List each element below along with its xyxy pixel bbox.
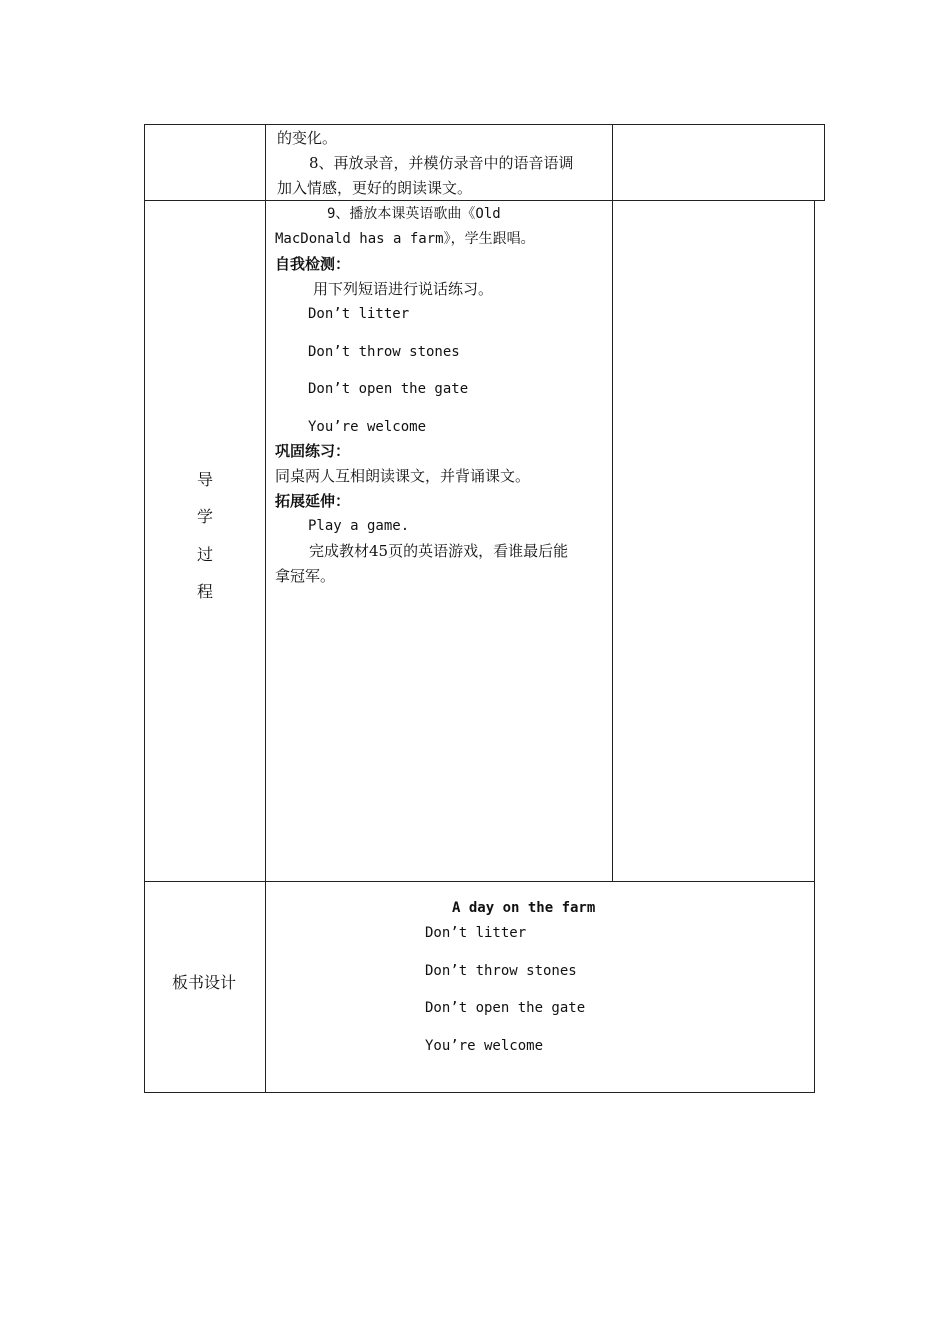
phrase-2: Don’t throw stones — [308, 344, 460, 360]
board-phrase-1: Don’t litter — [425, 925, 527, 941]
border-label-divider — [265, 124, 266, 1093]
consolidate-text: 同桌两人互相朗读课文，并背诵课文。 — [275, 467, 531, 485]
extend-game: Play a game. — [308, 518, 410, 534]
song-line-1: 9、播放本课英语歌曲《Old — [327, 206, 501, 222]
board-phrase-3: Don’t open the gate — [425, 1000, 586, 1016]
board-title: A day on the farm — [452, 900, 596, 916]
extend-heading: 拓展延伸： — [275, 492, 351, 510]
board-phrase-4: You’re welcome — [425, 1038, 544, 1054]
row-top-line3: 加入情感，更好的朗读课文。 — [277, 179, 473, 197]
board-phrase-2: Don’t throw stones — [425, 963, 577, 979]
row-top-line1: 的变化。 — [277, 129, 338, 147]
self-check-heading: 自我检测： — [275, 255, 351, 273]
process-label-char-3: 过 — [197, 545, 214, 564]
border-top — [144, 124, 825, 125]
border-content-divider — [612, 124, 613, 882]
border-right-row1 — [824, 124, 825, 201]
border-bottom — [144, 1092, 815, 1093]
phrase-4: You’re welcome — [308, 419, 427, 435]
phrase-3: Don’t open the gate — [308, 381, 469, 397]
border-row2-bottom — [144, 881, 815, 882]
extend-text-line1: 完成教材45页的英语游戏，看谁最后能 — [309, 542, 569, 560]
border-row1-bottom — [144, 200, 825, 201]
song-line-2: MacDonald has a farm》，学生跟唱。 — [275, 231, 535, 247]
phrase-1: Don’t litter — [308, 306, 410, 322]
board-label: 板书设计 — [172, 973, 237, 992]
extend-text-line2: 拿冠军。 — [275, 567, 336, 585]
border-right — [814, 200, 815, 1093]
process-label-char-1: 导 — [197, 470, 214, 489]
self-check-instruction: 用下列短语进行说话练习。 — [313, 280, 494, 298]
consolidate-heading: 巩固练习： — [275, 442, 351, 460]
process-label-char-4: 程 — [197, 582, 214, 601]
row-top-line2: 8、再放录音，并模仿录音中的语音语调 — [309, 154, 574, 172]
border-left — [144, 124, 145, 1093]
process-label-char-2: 学 — [197, 507, 214, 526]
